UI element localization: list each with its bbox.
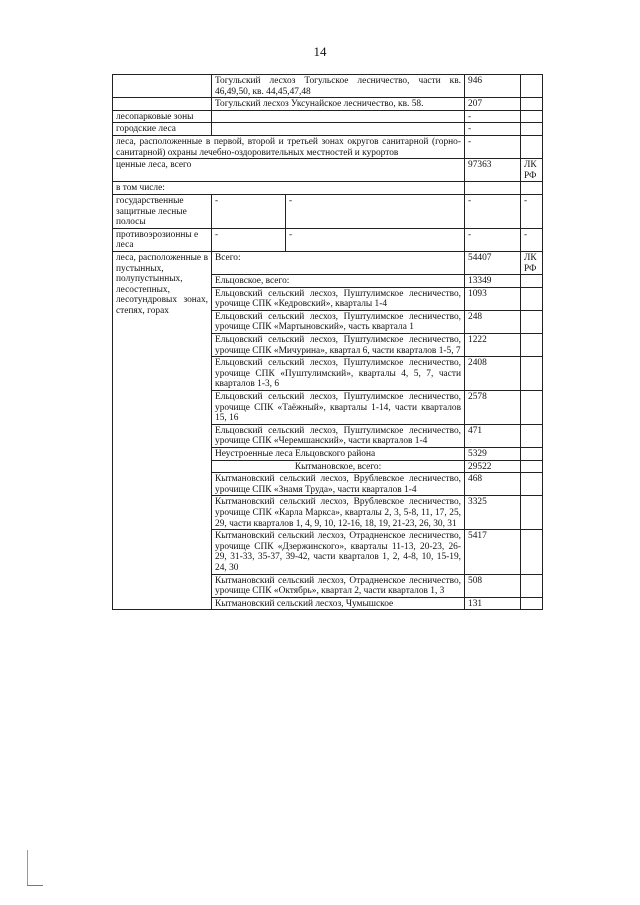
table-cell: Кытмановский сельский лесхоз, Отрадненское лесничество, урочище СПК «Октябрь», квартал 2, части кварталов 1, 3 [212,574,465,597]
table-cell: Неустроенные леса Ельцовского района [212,448,465,461]
table-cell: - [521,194,543,228]
table-cell [521,287,543,310]
table-cell: 97363 [465,159,521,182]
table-cell: Кытмановский сельский лесхоз, Врублевское лесничество, урочище СПК «Карла Маркса», кварталы 2, 3, 5-8, 11, 17, 25, 29, части кварталов 1, 4, 9, 10, 12-16, 18, 19, 21-23, 26, 30, 31 [212,496,465,530]
table-cell: Ельцовский сельский лесхоз, Пуштулимское лесничество, урочище СПК «Пуштулимский», кварталы 4, 5, 7, части кварталов 1-3, 6 [212,357,465,391]
table-cell: - [465,135,521,158]
table-cell: 248 [465,310,521,333]
table-cell: Ельцовский сельский лесхоз, Пуштулимское лесничество, урочище СПК «Мартыновский», часть квартала 1 [212,310,465,333]
table-cell: ЛК РФ [521,251,543,274]
table-cell: Ельцовский сельский лесхоз, Пуштулимское лесничество, урочище СПК «Таёжный», кварталы 1-14, части кварталов 15, 16 [212,391,465,425]
table-cell: 54407 [465,251,521,274]
table-row [113,182,543,195]
table-cell: Ельцовский сельский лесхоз, Пуштулимское лесничество, урочище СПК «Черемшанский», части кварталов 1-4 [212,424,465,447]
table-cell [521,496,543,530]
table-cell: 5417 [465,530,521,574]
table-cell: 13349 [465,275,521,288]
table-cell: 2578 [465,391,521,425]
table-cell [521,597,543,610]
table-cell [521,460,543,473]
table-cell: Кытмановский сельский лесхоз, Чумышское [212,597,465,610]
table-cell: 946 [465,75,521,98]
table-cell: - [465,194,521,228]
binding-mark-base [27,885,43,886]
table-row [113,75,543,98]
table-cell: 29522 [465,460,521,473]
table-cell: ЛК РФ [521,159,543,182]
table-cell [113,75,212,98]
table-cell [521,448,543,461]
table-cell: - [521,228,543,251]
table-cell: в том числе: [113,182,465,195]
table-cell [113,98,212,111]
table-cell [521,473,543,496]
table-cell: - [286,194,465,228]
table-cell [521,310,543,333]
table-cell [212,123,465,136]
table-cell: 207 [465,98,521,111]
table-row [113,251,543,274]
table-cell: - [465,123,521,136]
table-cell [521,574,543,597]
table-cell: Кытмановский сельский лесхоз, Врублевское лесничество, урочище СПК «Знамя Труда», части кварталов 1-4 [212,473,465,496]
table-cell: Ельцовское, всего: [212,275,465,288]
table-row [113,98,543,111]
table-cell [521,391,543,425]
table-cell: Кытмановский сельский лесхоз, Отрадненское лесничество, урочище СПК «Дзержинского», кварталы 11-13, 20-23, 26-29, 31-33, 35-37, 39-42, части кварталов 1, 2, 4-8, 10, 15-19, 24, 30 [212,530,465,574]
table-cell [212,110,465,123]
table-row [113,135,543,158]
table-cell: 1222 [465,334,521,357]
table-cell: 3325 [465,496,521,530]
table-cell: Ельцовский сельский лесхоз, Пуштулимское лесничество, урочище СПК «Кедровский», кварталы 1-4 [212,287,465,310]
table-row [113,159,543,182]
table-cell [521,424,543,447]
table-cell: городские леса [113,123,212,136]
table-cell: - [286,228,465,251]
table-cell: леса, расположенные в пустынных, полупустынных, лесостепных, лесотундровых зонах, степях, горах [113,251,212,609]
table-cell [521,75,543,98]
binding-mark [27,850,28,886]
table-cell: - [465,110,521,123]
table-row [113,110,543,123]
table-cell [465,182,521,195]
table-cell: 131 [465,597,521,610]
table-cell [521,135,543,158]
table-cell: 508 [465,574,521,597]
table-cell: - [212,228,286,251]
table-cell [521,110,543,123]
table-cell: Ельцовский сельский лесхоз, Пуштулимское лесничество, урочище СПК «Мичурина», квартал 6, части кварталов 1-5, 7 [212,334,465,357]
table-cell [521,530,543,574]
table-cell: 1093 [465,287,521,310]
table-cell: леса, расположенные в первой, второй и третьей зонах округов санитарной (горно-санитарной) охраны лечебно-оздоровительных местностей и курортов [113,135,465,158]
table-cell [521,334,543,357]
table-cell: Кытмановское, всего: [212,460,465,473]
table-cell: государственные защитные лесные полосы [113,194,212,228]
table-cell: Всего: [212,251,465,274]
table-cell: - [465,228,521,251]
table-cell [521,123,543,136]
table-cell: Тогульский лесхоз Тогульское лесничество, части кв. 46,49,50, кв. 44,45,47,48 [212,75,465,98]
table-row [113,194,543,228]
forest-table [112,74,543,610]
table-cell: - [212,194,286,228]
table-row [113,228,543,251]
table-cell: противоэрозионны е леса [113,228,212,251]
table-cell [521,357,543,391]
table-cell: 471 [465,424,521,447]
table-row [113,123,543,136]
table-cell [521,275,543,288]
table-cell [521,98,543,111]
table-cell [521,182,543,195]
table-cell: лесопарковые зоны [113,110,212,123]
page-number: 14 [313,44,327,59]
table-cell: ценные леса, всего [113,159,465,182]
table-cell: 2408 [465,357,521,391]
table-cell: 5329 [465,448,521,461]
table-cell: 468 [465,473,521,496]
table-cell: Тогульский лесхоз Уксунайское лесничество, кв. 58. [212,98,465,111]
